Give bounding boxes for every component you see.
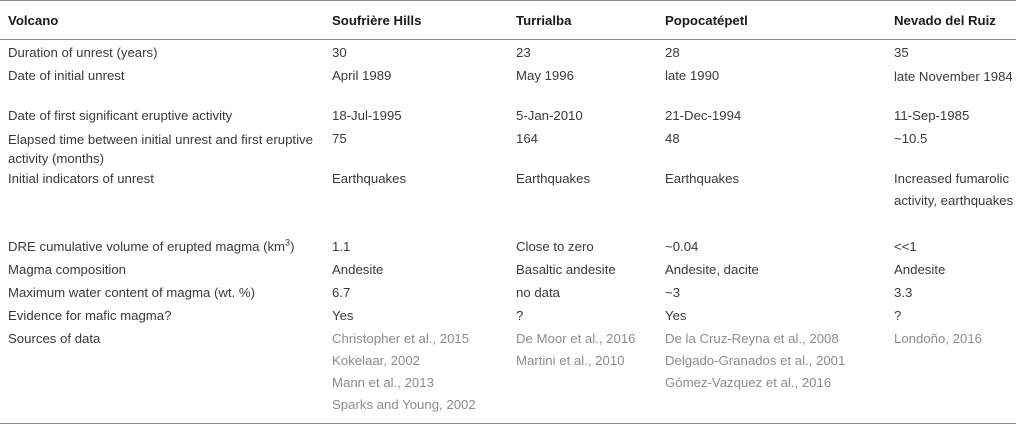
cell: late 1990 xyxy=(665,67,720,83)
row-label xyxy=(0,236,324,259)
cell: 11-Sep-1985 xyxy=(894,107,970,123)
cell: Increased fumarolic activity, earthquakes xyxy=(894,170,1014,208)
cell: late November 1984 xyxy=(894,68,1013,84)
table-row xyxy=(0,168,1016,236)
reference-link[interactable]: Martini et al., 2010 xyxy=(516,352,625,368)
row-label: Magma composition xyxy=(8,261,127,277)
cell: 5-Jan-2010 xyxy=(516,107,583,123)
row-label: Sources of data xyxy=(0,328,324,424)
cell: 164 xyxy=(516,130,539,146)
cell: Basaltic andesite xyxy=(516,261,616,277)
sources-popocatepetl xyxy=(657,328,886,424)
cell: ~0.04 xyxy=(665,238,699,254)
cell: Andesite xyxy=(894,261,946,277)
cell: Andesite xyxy=(332,261,384,277)
reference-link[interactable]: De Moor et al., 2016 xyxy=(516,330,636,346)
cell: May 1996 xyxy=(516,67,574,83)
row-label-text: DRE cumulative volume of erupted magma (km xyxy=(8,238,286,254)
row-label-end: ) xyxy=(290,238,295,254)
cell: April 1989 xyxy=(332,67,392,83)
cell: ? xyxy=(894,307,902,323)
table-row xyxy=(0,105,1016,128)
reference-link[interactable]: Sparks and Young, 2002 xyxy=(332,396,476,412)
cell: 28 xyxy=(665,45,680,60)
cell: ? xyxy=(516,307,524,323)
cell: Earthquakes xyxy=(332,170,407,186)
row-label: Initial indicators of unrest xyxy=(8,170,154,186)
table-row xyxy=(0,328,1016,424)
cell: Close to zero xyxy=(516,238,594,254)
cell: Earthquakes xyxy=(665,170,740,186)
cell: Yes xyxy=(665,307,687,323)
row-label: Elapsed time between initial unrest and first eruptive activity (months) xyxy=(8,131,313,166)
table-row xyxy=(0,40,1016,65)
cell: ~3 xyxy=(665,284,681,300)
table-row xyxy=(0,128,1016,168)
cell: 18-Jul-1995 xyxy=(332,107,402,123)
cell: no data xyxy=(516,284,560,300)
cell: Andesite, dacite xyxy=(665,261,759,277)
cell: <<1 xyxy=(894,238,917,254)
cell: 48 xyxy=(665,130,680,146)
row-label: Duration of unrest (years) xyxy=(8,45,158,60)
sources-ruiz xyxy=(886,328,1016,424)
cell: Earthquakes xyxy=(516,170,591,186)
table-row xyxy=(0,305,1016,328)
table-row xyxy=(0,65,1016,105)
header-row xyxy=(0,1,1016,40)
cell: ~10.5 xyxy=(894,130,928,146)
header-popocatepetl: Popocatépetl xyxy=(657,1,886,40)
cell: Yes xyxy=(332,307,354,323)
reference-link[interactable]: Gómez-Vazquez et al., 2016 xyxy=(665,374,832,390)
reference-link[interactable]: Londoño, 2016 xyxy=(894,330,983,346)
cell: 35 xyxy=(894,45,909,60)
reference-link[interactable]: Mann et al., 2013 xyxy=(332,374,434,390)
sources-turrialba xyxy=(508,328,657,424)
reference-link[interactable]: De la Cruz-Reyna et al., 2008 xyxy=(665,330,839,346)
sources-soufriere xyxy=(324,328,508,424)
table-row xyxy=(0,236,1016,259)
header-nevado-del-ruiz: Nevado del Ruiz xyxy=(886,1,1016,40)
header-turrialba: Turrialba xyxy=(508,1,657,40)
cell: 75 xyxy=(332,130,347,146)
table-row xyxy=(0,282,1016,305)
reference-link[interactable]: Kokelaar, 2002 xyxy=(332,352,420,368)
row-label: Maximum water content of magma (wt. %) xyxy=(8,284,255,300)
cell: 23 xyxy=(516,45,531,60)
row-label: Date of first significant eruptive activity xyxy=(8,107,233,123)
row-label: Evidence for mafic magma? xyxy=(8,307,172,323)
cell: 3.3 xyxy=(894,284,913,300)
cell: 21-Dec-1994 xyxy=(665,107,742,123)
header-soufriere-hills: Soufrière Hills xyxy=(324,1,508,40)
reference-link[interactable]: Christopher et al., 2015 xyxy=(332,330,470,346)
header-volcano: Volcano xyxy=(0,1,324,40)
row-label-superscript: 3 xyxy=(285,237,291,248)
cell: 1.1 xyxy=(332,238,351,254)
cell: 6.7 xyxy=(332,284,351,300)
table-row xyxy=(0,259,1016,282)
row-label: Date of initial unrest xyxy=(8,67,125,83)
reference-link[interactable]: Delgado-Granados et al., 2001 xyxy=(665,352,846,368)
cell: 30 xyxy=(332,45,347,60)
